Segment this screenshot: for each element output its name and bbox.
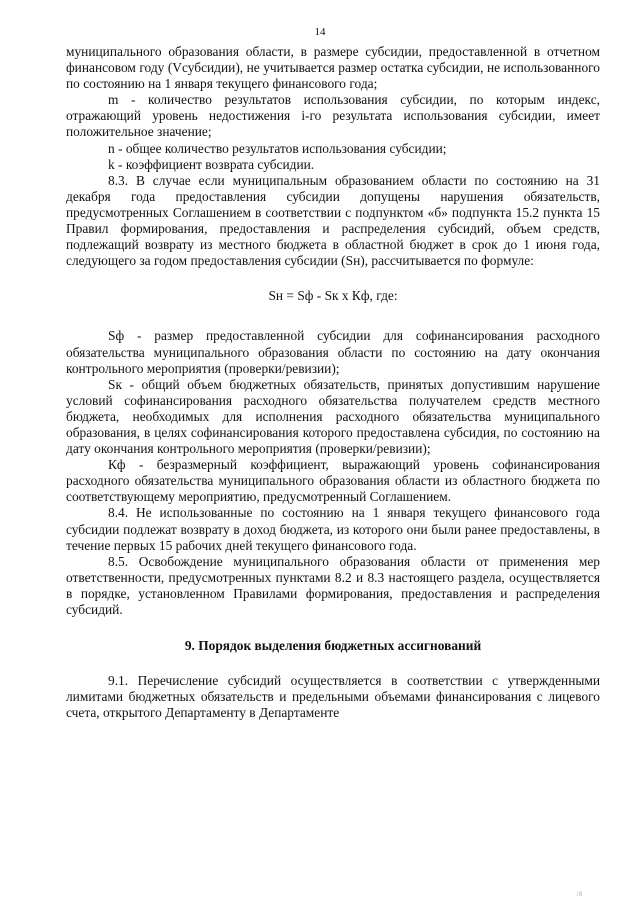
paragraph-n-definition: n - общее количество результатов использования субсидии; xyxy=(108,140,447,156)
paragraph-k-definition: k - коэффициент возврата субсидии. xyxy=(108,156,315,172)
document-body xyxy=(66,44,600,721)
paragraph-8-4: 8.4. Не использованные по состоянию на 1 января текущего финансового года субсидии подлежат возврату в доход бюджета, из которого они были ранее предоставлены, в течение первых 15 рабочих дней текущего финансового года. xyxy=(66,505,600,553)
formula: Sн = Sф - Sк х Кф, где: xyxy=(268,288,398,304)
page-number: 14 xyxy=(314,26,326,38)
paragraph-kf-definition: Кф - безразмерный коэффициент, выражающий уровень софинансирования расходного обязательства муниципального образования области из областного бюджета по соответствующему мероприятию, предусмотренный Соглашением. xyxy=(66,457,600,505)
scan-margin-mark: | ||| xyxy=(576,892,582,897)
section-heading: 9. Порядок выделения бюджетных ассигнований xyxy=(184,638,482,654)
paragraph-9-1: 9.1. Перечисление субсидий осуществляется в соответствии с утвержденными лимитами бюджетных обязательств и предельными объемами финансирования с лицевого счета, открытого Департаменту в Департаменте xyxy=(66,673,600,721)
paragraph-1: муниципального образования области, в размере субсидии, предоставленной в отчетном финансовом году (Vсубсидии), не учитывается размер остатка субсидии, не использованного по состоянию на 1 января текущего финансового года; xyxy=(66,44,600,92)
paragraph-sk-definition: Sк - общий объем бюджетных обязательств, принятых допустившим нарушение условий софинансирования расходного обязательства получателем средств местного бюджета, необходимых для исполнения расходного обязательства муниципального образования, в целях софинансирования которого предоставлена субсидия, по состоянию на дату окончания контрольного мероприятия (проверки/ревизии); xyxy=(66,376,600,457)
paragraph-sf-definition: Sф - размер предоставленной субсидии для софинансирования расходного обязательства муниципального образования области по состоянию на дату окончания контрольного мероприятия (проверки/ревизии); xyxy=(66,328,600,376)
paragraph-8-3: 8.3. В случае если муниципальным образованием области по состоянию на 31 декабря года предоставления субсидии допущены нарушения обязательств, предусмотренных Соглашением в соответствии с подпунктом «б» подпункта 15.2 пункта 15 Правил формирования, предоставления и распределения субсидий, объем средств, подлежащий возврату из местного бюджета в областной бюджет в срок до 1 июня года, следующего за годом предоставления субсидии (Sн), рассчитывается по формуле: xyxy=(66,172,600,269)
paragraph-m-definition: m - количество результатов использования субсидии, по которым индекс, отражающий уровень недостижения i-го результата использования субсидии, имеет положительное значение; xyxy=(66,92,600,140)
paragraph-8-5: 8.5. Освобождение муниципального образования области от применения мер ответственности, предусмотренных пунктами 8.2 и 8.3 настоящего раздела, осуществляется в порядке, установленном Правилами формирования, предоставления и распределения субсидий. xyxy=(66,553,600,617)
